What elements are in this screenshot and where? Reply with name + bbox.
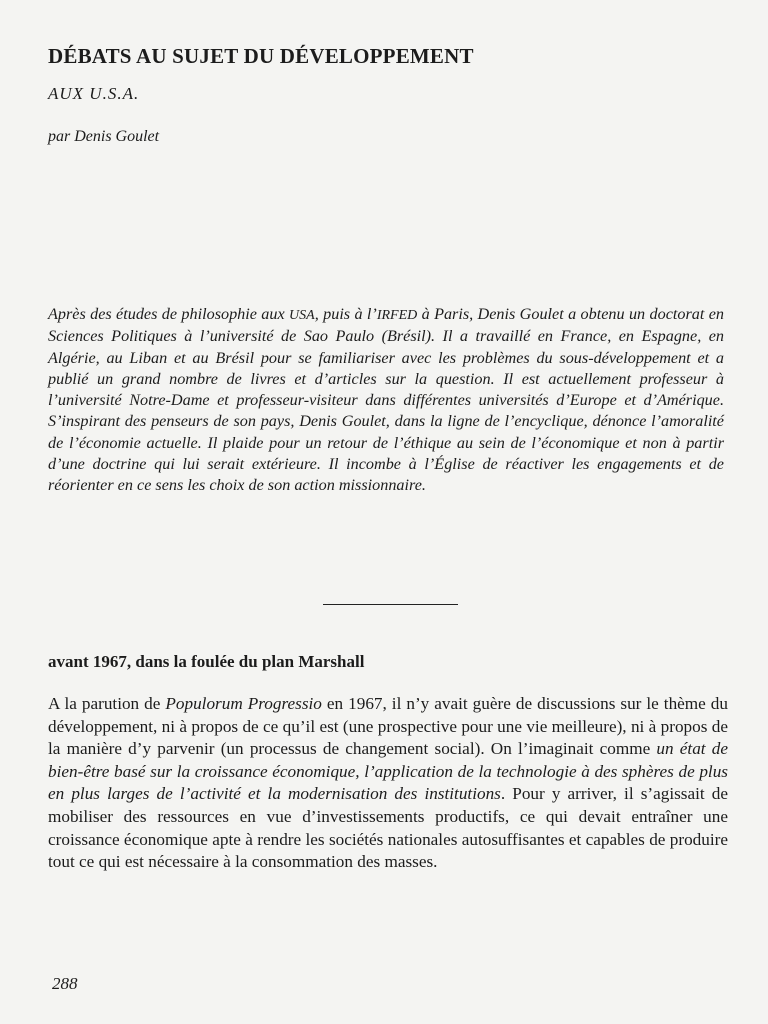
body-emphasis-title: Populorum Progressio (165, 694, 322, 713)
page-number: 288 (52, 974, 78, 993)
body-text-3: . Pour y arriver, il s’agissait de mobiliser des ressources en vue d’investissements productifs, ce qui devait entraîner une croissance économique apte à rendre les sociétés nationales autosuffisantes et capables de produire tout ce qui est nécessaire à la consommation des masses. (48, 784, 728, 872)
article-subtitle: AUX U.S.A. (48, 84, 140, 103)
abstract-text-1: Après des études de philosophie aux (48, 305, 290, 323)
section-separator (323, 604, 458, 605)
body-emphasis-definition: un état de bien-être basé sur la croissance économique, l’application de la technologie à des sphères de plus en plus larges de l’activité et la modernisation des institutions (48, 739, 728, 804)
body-paragraph (48, 693, 728, 874)
abstract-text-3: à Paris, Denis Goulet a obtenu un doctorat en Sciences Politiques à l’université de Sao Paulo (Brésil). Il a travaillé en France, en Espagne, en Algérie, au Liban et au Brésil pour se familiariser avec les problèmes du sous-développement et a publié un grand nombre de livres et d’articles sur la question. Il est actuellement professeur à l’université Notre-Dame et professeur-visiteur dans différentes universités d’Europe et d’Amérique. S’inspirant des penseurs de son pays, Denis Goulet, dans la ligne de l’encyclique, dénonce l’amoralité de l’économie actuelle. Il plaide pour un retour de l’éthique au sein de l’économique et non à partir d’une doctrine qui lui serait extérieure. Il incombe à l’Église de réactiver les engagements et de réorienter en ce sens les choix de son action missionnaire. (48, 305, 724, 495)
abstract-text-2: , puis à l’ (314, 305, 377, 323)
abstract-usa-abbrev: USA (289, 308, 315, 323)
author-byline: par Denis Goulet (48, 128, 160, 145)
article-title: DÉBATS AU SUJET DU DÉVELOPPEMENT (48, 44, 474, 68)
section-heading: avant 1967, dans la foulée du plan Marshall (48, 652, 365, 671)
author-abstract (48, 304, 724, 497)
body-text-1: A la parution de (48, 694, 166, 713)
abstract-irfed-abbrev: IRFED (376, 308, 418, 323)
body-text-2: en 1967, il n’y avait guère de discussions sur le thème du développement, ni à propos de ce qu’il est (une prospective pour une vie meilleure), ni à propos de la manière d’y parvenir (un processus de changement social). On l’imaginait comme (48, 694, 728, 759)
